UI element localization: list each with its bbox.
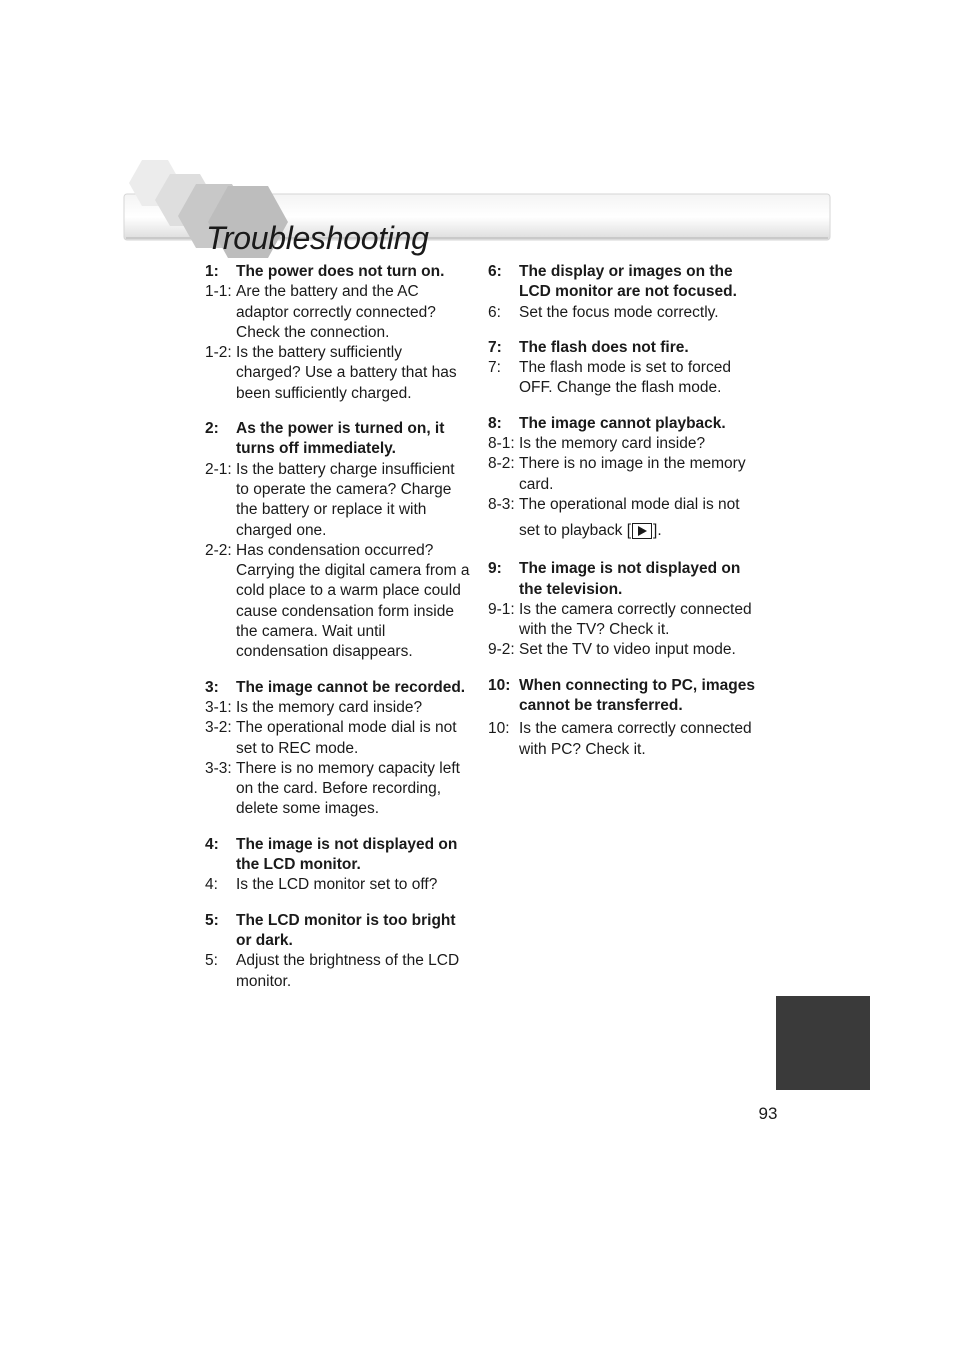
item-text: There is no memory capacity left on the card. Before recording, delete some images. — [236, 759, 460, 818]
list-item — [205, 759, 470, 820]
item-text: Is the battery charge insufficient to operate the camera? Charge the battery or replace it with charged one. — [236, 460, 455, 539]
section-2 — [205, 419, 470, 663]
item-text: The operational mode dial is not set to REC mode. — [236, 719, 457, 757]
item-text: Is the camera correctly connected with the TV? Check it. — [519, 600, 752, 639]
heading-text: The flash does not fire. — [519, 338, 689, 356]
heading-text: As the power is turned on, it turns off immediately. — [236, 420, 445, 458]
item-text: There is no image in the memory card. — [519, 455, 746, 493]
heading-text: The image is not displayed on the television. — [519, 560, 741, 598]
left-column — [205, 262, 470, 1007]
list-item — [205, 343, 470, 404]
page-number: 93 — [758, 1104, 778, 1123]
chapter-tab — [776, 996, 870, 1090]
section-heading — [205, 911, 470, 952]
section-5 — [205, 911, 470, 992]
item-text: Is the memory card inside? — [519, 435, 706, 453]
item-text: Is the LCD monitor set to off? — [236, 876, 438, 894]
playback-text-before: set to playback [ — [519, 522, 632, 540]
heading-text: The image cannot playback. — [519, 414, 726, 432]
item-number: 5: — [205, 952, 218, 970]
list-item — [205, 282, 470, 343]
section-7 — [488, 338, 758, 399]
item-number: 3-3: — [205, 759, 232, 777]
page-title: Troubleshooting — [206, 220, 429, 256]
section-heading — [205, 419, 470, 460]
list-item — [488, 495, 758, 515]
list-item — [205, 875, 470, 895]
item-number: 7: — [488, 359, 501, 377]
section-8 — [488, 414, 758, 544]
section-1 — [205, 262, 470, 404]
item-number: 8-2: — [488, 455, 515, 473]
item-number: 4: — [205, 876, 218, 894]
section-9 — [488, 559, 758, 660]
playback-icon — [632, 523, 652, 539]
section-6 — [488, 262, 758, 323]
list-item — [205, 718, 470, 759]
right-column — [488, 262, 758, 775]
section-4 — [205, 835, 470, 896]
item-number: 8-1: — [488, 435, 515, 453]
list-item — [205, 698, 470, 718]
item-number: 1-2: — [205, 344, 232, 362]
heading-text: The image cannot be recorded. — [236, 678, 466, 696]
heading-text: The power does not turn on. — [236, 263, 445, 280]
list-item — [205, 460, 470, 541]
section-10 — [488, 676, 758, 760]
playback-text-after: ]. — [653, 522, 662, 540]
list-item — [488, 303, 758, 323]
item-number: 9-2: — [488, 641, 515, 659]
heading-text: The display or images on the LCD monitor are not focused. — [519, 263, 737, 301]
item-text: The flash mode is set to forced OFF. Change the flash mode. — [519, 359, 731, 397]
list-item — [488, 434, 758, 454]
item-text: Are the battery and the AC adaptor correctly connected? Check the connection. — [236, 283, 436, 341]
list-item — [488, 640, 758, 660]
heading-number: 5: — [205, 911, 219, 929]
heading-text: The image is not displayed on the LCD monitor. — [236, 835, 458, 874]
item-number: 2-2: — [205, 541, 232, 559]
section-heading — [488, 338, 758, 358]
heading-number: 6: — [488, 263, 502, 280]
heading-number: 7: — [488, 338, 502, 356]
list-item — [488, 719, 758, 760]
item-text: Is the memory card inside? — [236, 698, 423, 716]
list-item — [488, 600, 758, 641]
list-item-continued — [488, 518, 758, 544]
heading-text: The LCD monitor is too bright or dark. — [236, 911, 456, 949]
section-heading — [205, 835, 470, 876]
item-text: Is the camera correctly connected with PC? Check it. — [519, 720, 752, 758]
item-number: 3-2: — [205, 719, 232, 737]
list-item — [488, 358, 758, 399]
list-item — [205, 541, 470, 663]
heading-number: 2: — [205, 420, 219, 438]
heading-number: 3: — [205, 678, 219, 696]
heading-text: When connecting to PC, images cannot be transferred. — [519, 676, 755, 715]
heading-number: 8: — [488, 414, 502, 432]
heading-number: 9: — [488, 560, 502, 578]
item-text: Has condensation occurred? Carrying the digital camera from a cold place to a warm place could cause condensation form inside the camera. Wait until condensation disappears. — [236, 541, 470, 661]
item-number: 3-1: — [205, 698, 232, 716]
list-item — [205, 951, 470, 992]
section-heading — [488, 559, 758, 600]
item-number: 9-1: — [488, 600, 515, 618]
item-text: Is the battery sufficiently charged? Use a battery that has been sufficiently charged. — [236, 344, 457, 402]
item-number: 8-3: — [488, 495, 515, 513]
section-heading — [488, 676, 758, 717]
item-text: The operational mode dial is not — [519, 495, 740, 513]
section-heading — [488, 414, 758, 434]
item-number: 1-1: — [205, 283, 232, 301]
section-3 — [205, 678, 470, 820]
heading-number: 4: — [205, 835, 219, 853]
section-heading — [488, 262, 758, 303]
section-heading — [205, 678, 470, 698]
list-item — [488, 454, 758, 495]
item-number: 2-1: — [205, 460, 232, 478]
item-text: Set the TV to video input mode. — [519, 641, 736, 659]
heading-number: 10: — [488, 676, 511, 694]
section-heading — [205, 262, 470, 282]
item-number: 6: — [488, 303, 501, 321]
item-number: 10: — [488, 720, 510, 738]
heading-number: 1: — [205, 263, 219, 280]
item-text: Adjust the brightness of the LCD monitor. — [236, 952, 460, 990]
item-text: Set the focus mode correctly. — [519, 303, 719, 321]
